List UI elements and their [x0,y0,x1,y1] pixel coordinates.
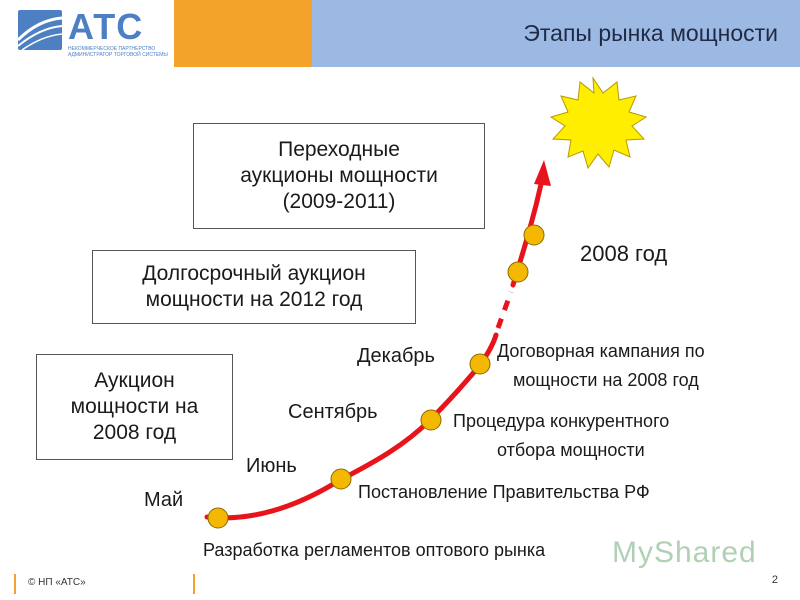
footer-bar-mid [193,574,195,594]
marker-2008-lower [508,262,528,282]
milestone-contract-line-2: мощности на 2008 год [513,370,699,390]
box-auction2008-line-1: Аукцион [94,369,175,392]
page-title: Этапы рынка мощности [523,20,778,46]
page-number: 2 [771,574,778,586]
box-auction2008-line-3: 2008 год [92,421,177,444]
box-longterm-line-2: мощности на 2012 год [145,288,363,311]
sun-icon [551,78,646,168]
box-transitional-line-3: (2009-2011) [282,190,396,213]
watermark: MyShared [612,536,757,569]
marker-2008-upper [524,225,544,245]
marker-june [331,469,351,489]
logo-text: АТС [68,6,144,47]
label-september: Сентябрь [288,401,378,423]
milestone-resolution: Постановление Правительства РФ [358,482,650,502]
footer-copyright: © НП «АТС» [28,577,86,588]
timeline-curve-dashed [498,292,511,328]
milestone-regulations: Разработка регламентов оптового рынка [203,540,546,560]
label-may: Май [144,489,184,511]
logo-subtitle: НЕКОММЕРЧЕСКОЕ ПАРТНЕРСТВО АДМИНИСТРАТОР ТОРГОВОЙ СИСТЕМЫ [68,46,168,58]
footer-bar-left [14,574,16,594]
box-auction-2008 [36,354,233,460]
box-transitional-line-2: аукционы мощности [240,164,438,187]
box-longterm-auction [92,250,416,324]
box-longterm-line-1: Долгосрочный аукцион [142,262,366,285]
box-transitional-auctions [193,123,485,229]
milestone-selection-line-2: отбора мощности [497,440,645,460]
label-june: Июнь [246,455,297,477]
box-transitional-line-1: Переходные [278,138,400,161]
marker-december [470,354,490,374]
box-auction2008-line-2: мощности на [70,395,199,418]
label-december: Декабрь [357,345,435,367]
arrow-head-icon [534,160,551,186]
milestone-selection-line-1: Процедура конкурентного [453,411,670,431]
marker-may [208,508,228,528]
marker-september [421,410,441,430]
label-2008-year: 2008 год [580,241,668,266]
milestone-contract-line-1: Договорная кампания по [497,341,705,361]
